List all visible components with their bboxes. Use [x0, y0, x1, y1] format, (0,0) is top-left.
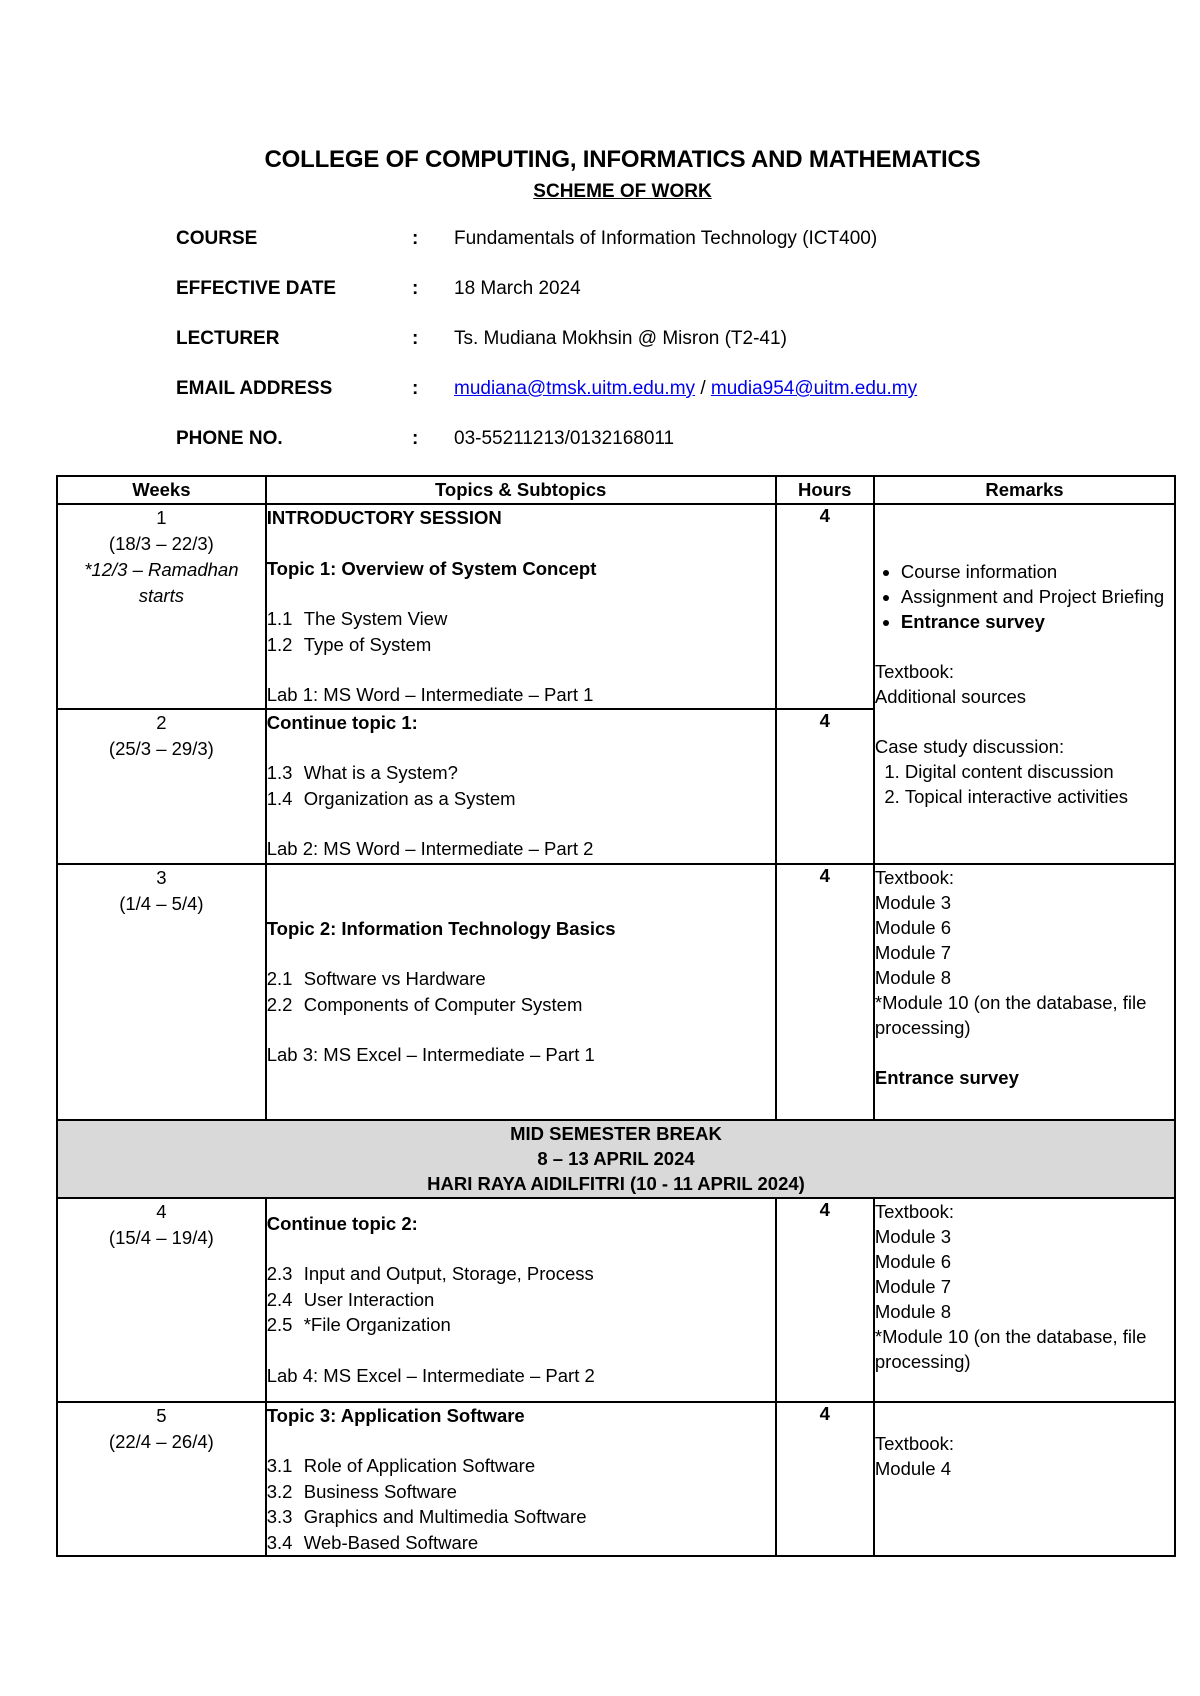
- course-row: [176, 228, 1176, 278]
- colon: :: [412, 278, 419, 299]
- week-number: 1: [156, 507, 167, 528]
- subtopic: 3.3 Graphics and Multimedia Software: [266, 1506, 587, 1527]
- lecturer-label: LECTURER: [176, 328, 280, 349]
- course-value: Fundamentals of Information Technology (ICT400): [454, 228, 878, 249]
- remarks-cell: [874, 1402, 1175, 1557]
- subtopic: 3.2 Business Software: [266, 1480, 457, 1502]
- email-separator: /: [695, 378, 711, 399]
- subtopic: 2.2 Components of Computer System: [266, 993, 583, 1015]
- colon: :: [412, 428, 419, 449]
- subtopic: 1.4 Organization as a System: [266, 787, 516, 809]
- remark-line: Textbook:: [874, 660, 955, 682]
- effective-date-label: EFFECTIVE DATE: [176, 278, 337, 299]
- lab-text: Lab 4: MS Excel – Intermediate – Part 2: [266, 1364, 595, 1386]
- topic-heading: Continue topic 2:: [266, 1212, 418, 1234]
- remark-line: Additional sources: [874, 685, 1027, 707]
- week-cell: [57, 504, 266, 709]
- break-title: MID SEMESTER BREAK: [510, 1122, 722, 1144]
- remarks-cell: [874, 1198, 1175, 1402]
- break-holiday: HARI RAYA AIDILFITRI (10 - 11 APRIL 2024): [427, 1172, 805, 1194]
- remark-line: Case study discussion:: [874, 735, 1065, 757]
- table-row-week-4: [57, 1198, 1175, 1402]
- remarks-numbered: [875, 759, 1174, 809]
- week-number: 3: [156, 866, 167, 888]
- break-cell: [57, 1120, 1175, 1198]
- remark-line: Module 3: [874, 891, 951, 913]
- week-number: 5: [156, 1404, 167, 1426]
- lab-text: Lab 2: MS Word – Intermediate – Part 2: [266, 838, 594, 859]
- subtopic: 1.1 The System View: [266, 608, 448, 629]
- email-label: EMAIL ADDRESS: [176, 378, 333, 399]
- college-title: COLLEGE OF COMPUTING, INFORMATICS AND MATHEMATICS: [264, 146, 981, 173]
- hours-cell: 4: [776, 864, 874, 1120]
- remark-line: Entrance survey: [874, 1066, 1019, 1088]
- lab-text: Lab 3: MS Excel – Intermediate – Part 1: [266, 1044, 595, 1065]
- remark-line: *Module 10 (on the database, file processing): [874, 1325, 1147, 1372]
- week-number: 2: [156, 711, 167, 733]
- document-title: SCHEME OF WORK: [533, 181, 712, 202]
- header-topics: Topics & Subtopics: [266, 476, 776, 504]
- topic-cell: [266, 1402, 776, 1557]
- remark-line: Module 8: [874, 966, 951, 988]
- remark-line: Textbook:: [874, 866, 955, 888]
- list-item: 2. Topical interactive activities: [905, 784, 1174, 809]
- remark-line: Module 3: [874, 1225, 951, 1247]
- week-cell: [57, 709, 266, 864]
- hours-cell: 4: [776, 1198, 874, 1402]
- colon: :: [412, 328, 419, 349]
- scheme-table: [56, 475, 1176, 1557]
- list-item: • Assignment and Project Briefing: [901, 584, 1174, 609]
- week-dates: (1/4 – 5/4): [119, 892, 204, 914]
- list-item: • Course information: [901, 559, 1174, 584]
- lecturer-value: Ts. Mudiana Mokhsin @ Misron (T2-41): [454, 328, 787, 349]
- topic-cell: [266, 864, 776, 1120]
- topic-cell: [266, 504, 776, 709]
- topic-heading: Topic 2: Information Technology Basics: [266, 917, 616, 939]
- table-row-week-1: [57, 504, 1175, 709]
- subtopic: 1.3 What is a System?: [266, 762, 458, 783]
- phone-value: 03-55211213/0132168011: [454, 428, 675, 449]
- phone-row: [176, 428, 1176, 478]
- remark-line: Module 4: [874, 1457, 951, 1479]
- list-item: 1. Digital content discussion: [905, 759, 1174, 784]
- email-link-primary[interactable]: mudiana@tmsk.uitm.edu.my: [454, 378, 696, 399]
- email-value: [454, 378, 917, 400]
- subtopic: 2.3 Input and Output, Storage, Process: [266, 1263, 594, 1285]
- phone-label: PHONE NO.: [176, 428, 283, 449]
- header-hours: Hours: [776, 476, 874, 504]
- subtopic: 2.5 *File Organization: [266, 1314, 451, 1336]
- hours-cell: 4: [776, 1402, 874, 1557]
- email-row: [176, 378, 1176, 428]
- topic-cell: [266, 709, 776, 864]
- remarks-cell: [874, 864, 1175, 1120]
- lab-text: Lab 1: MS Word – Intermediate – Part 1: [266, 684, 594, 705]
- intro-heading: INTRODUCTORY SESSION: [266, 507, 502, 528]
- topic-cell: [266, 1198, 776, 1402]
- email-link-secondary[interactable]: mudia954@uitm.edu.my: [710, 378, 918, 399]
- week-dates: (22/4 – 26/4): [108, 1430, 214, 1452]
- subtopic: 2.1 Software vs Hardware: [266, 968, 486, 989]
- colon: :: [412, 378, 419, 399]
- remark-line: Textbook:: [874, 1200, 955, 1222]
- table-row-break: [57, 1120, 1175, 1198]
- colon: :: [412, 228, 419, 249]
- hours-cell: 4: [776, 504, 874, 709]
- header-remarks: Remarks: [874, 476, 1175, 504]
- remark-line: Module 6: [874, 1250, 951, 1272]
- week-dates: (25/3 – 29/3): [108, 737, 214, 759]
- week-number: 4: [156, 1200, 167, 1222]
- table-row-week-3: [57, 864, 1175, 1120]
- week-note: starts: [138, 585, 184, 606]
- week-note: *12/3 – Ramadhan: [84, 559, 239, 580]
- subtopic: 2.4 User Interaction: [266, 1288, 435, 1310]
- subtopic: 3.1 Role of Application Software: [266, 1455, 536, 1476]
- remarks-bullets: [875, 559, 1174, 634]
- topic-heading: Topic 1: Overview of System Concept: [266, 557, 597, 579]
- effective-date-value: 18 March 2024: [454, 278, 581, 299]
- subtopic: 1.2 Type of System: [266, 633, 432, 655]
- table-header-row: [57, 476, 1175, 504]
- week-cell: [57, 864, 266, 1120]
- list-item: • Entrance survey: [901, 609, 1174, 634]
- remark-line: Module 6: [874, 916, 951, 938]
- week-dates: (18/3 – 22/3): [108, 533, 214, 554]
- remark-line: Module 7: [874, 1275, 951, 1297]
- subtopic: 3.4 Web-Based Software: [266, 1531, 479, 1553]
- course-label: COURSE: [176, 228, 258, 249]
- break-dates: 8 – 13 APRIL 2024: [537, 1147, 695, 1169]
- remark-line: Textbook:: [874, 1432, 955, 1454]
- header-weeks: Weeks: [57, 476, 266, 504]
- topic-heading: Topic 3: Application Software: [266, 1404, 525, 1426]
- topic-heading: Continue topic 1:: [266, 711, 418, 733]
- hours-cell: 4: [776, 709, 874, 864]
- remark-line: Module 7: [874, 941, 951, 963]
- remark-line: *Module 10 (on the database, file processing): [874, 991, 1147, 1038]
- week-cell: [57, 1402, 266, 1557]
- effective-date-row: [176, 278, 1176, 328]
- week-dates: (15/4 – 19/4): [108, 1226, 214, 1248]
- week-cell: [57, 1198, 266, 1402]
- lecturer-row: [176, 328, 1176, 378]
- course-info: [176, 228, 1176, 478]
- remarks-cell: [874, 504, 1175, 864]
- remark-line: Module 8: [874, 1300, 951, 1322]
- table-row-week-5: [57, 1402, 1175, 1557]
